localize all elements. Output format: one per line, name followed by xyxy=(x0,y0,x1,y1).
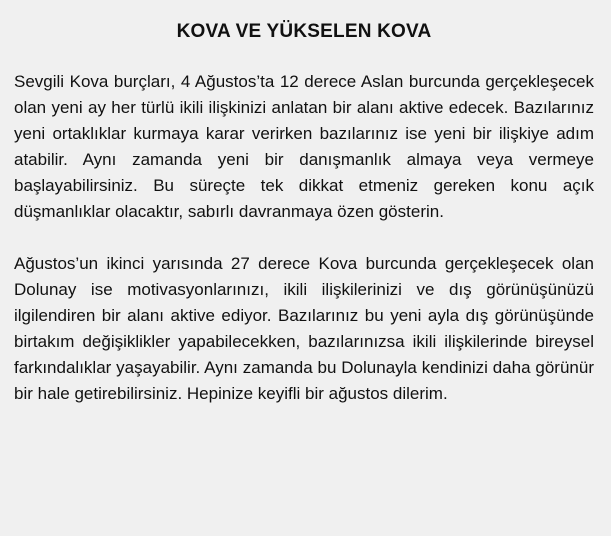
paragraph-new-moon: Sevgili Kova burçları, 4 Ağustos’ta 12 derece Aslan burcunda gerçekleşecek olan yeni ay her türlü ikili ilişkinizi anlatan bir alanı aktive edecek. Bazılarınız yeni ortaklıklar kurmaya karar verirken bazılarınız ise yeni bir ilişkiye adım atabilir. Aynı zamanda yeni bir danışmanlık almaya veya vermeye başlayabilirsiniz. Bu süreçte tek dikkat etmeniz gereken konu açık düşmanlıklar olacaktır, sabırlı davranmaya özen gösterin. xyxy=(14,72,594,221)
page-title: KOVA VE YÜKSELEN KOVA xyxy=(176,21,432,42)
paragraph-full-moon: Ağustos’un ikinci yarısında 27 derece Kova burcunda gerçekleşecek olan Dolunay ise motivasyonlarınızı, ikili ilişkilerinizi ve dış görünüşünüzü ilgilendiren bir alanı aktive ediyor. Bazılarınız bu yeni ayla dış görünüşünde birtakım değişiklikler yapabilecekken, bazılarınızsa ikili ilişkilerinde bireysel farkındalıklar yaşayabilir. Aynı zamanda bu Dolunayla kendinizi daha görünür bir hale getirebilirsiniz. Hepinize keyifli bir ağustos dilerim. xyxy=(14,254,594,403)
